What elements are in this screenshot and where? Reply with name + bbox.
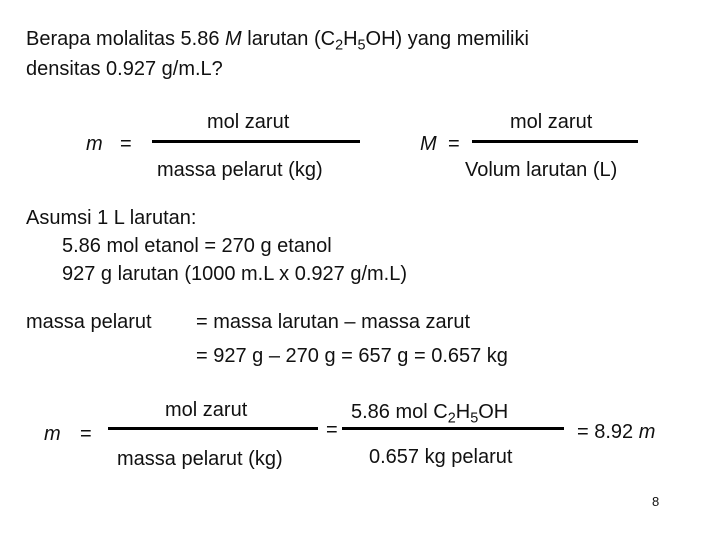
- molality-numerator: mol zarut: [207, 111, 290, 133]
- molality-denominator: massa pelarut (kg): [157, 159, 323, 181]
- final-fraction-1-denominator: massa pelarut (kg): [117, 448, 283, 470]
- final-fraction-1-numerator: mol zarut: [165, 399, 248, 421]
- solvent-mass-equation-2: = 927 g – 270 g = 657 g = 0.657 kg: [196, 345, 508, 367]
- assumption-line-2: 927 g larutan (1000 m.L x 0.927 g/m.L): [62, 263, 408, 285]
- molality-fraction-bar: [152, 140, 360, 143]
- assumption-line-1: 5.86 mol etanol = 270 g etanol: [62, 235, 332, 257]
- final-equals-2: =: [326, 419, 338, 441]
- final-fraction-2-denominator: 0.657 kg pelarut: [369, 446, 513, 468]
- final-equals-1: =: [80, 423, 92, 445]
- final-result: = 8.92 m: [577, 421, 656, 443]
- question-line-2: densitas 0.927 g/m.L?: [26, 58, 223, 80]
- assumption-heading: Asumsi 1 L larutan:: [26, 207, 197, 229]
- molarity-numerator: mol zarut: [510, 111, 593, 133]
- page-number: 8: [652, 494, 660, 509]
- final-molality-symbol: m: [44, 423, 61, 445]
- solvent-mass-equation-1: = massa larutan – massa zarut: [196, 311, 471, 333]
- molarity-denominator: Volum larutan (L): [465, 159, 618, 181]
- molality-symbol: m: [86, 133, 103, 155]
- final-fraction-1-bar: [108, 427, 318, 430]
- question-line-1: Berapa molalitas 5.86 M larutan $(C_2H_5OH)$ yang memiliki: [26, 28, 529, 54]
- question-text: [26, 24, 529, 84]
- final-fraction-2-numerator: 5.86 mol $C_2H_5OH$: [351, 401, 509, 427]
- molality-equals: =: [120, 133, 132, 155]
- final-fraction-2-bar: [342, 427, 564, 430]
- solvent-mass-label: massa pelarut: [26, 311, 152, 333]
- molarity-fraction-bar: [472, 140, 638, 143]
- molarity-equals: =: [448, 133, 460, 155]
- molarity-symbol: M: [420, 133, 437, 155]
